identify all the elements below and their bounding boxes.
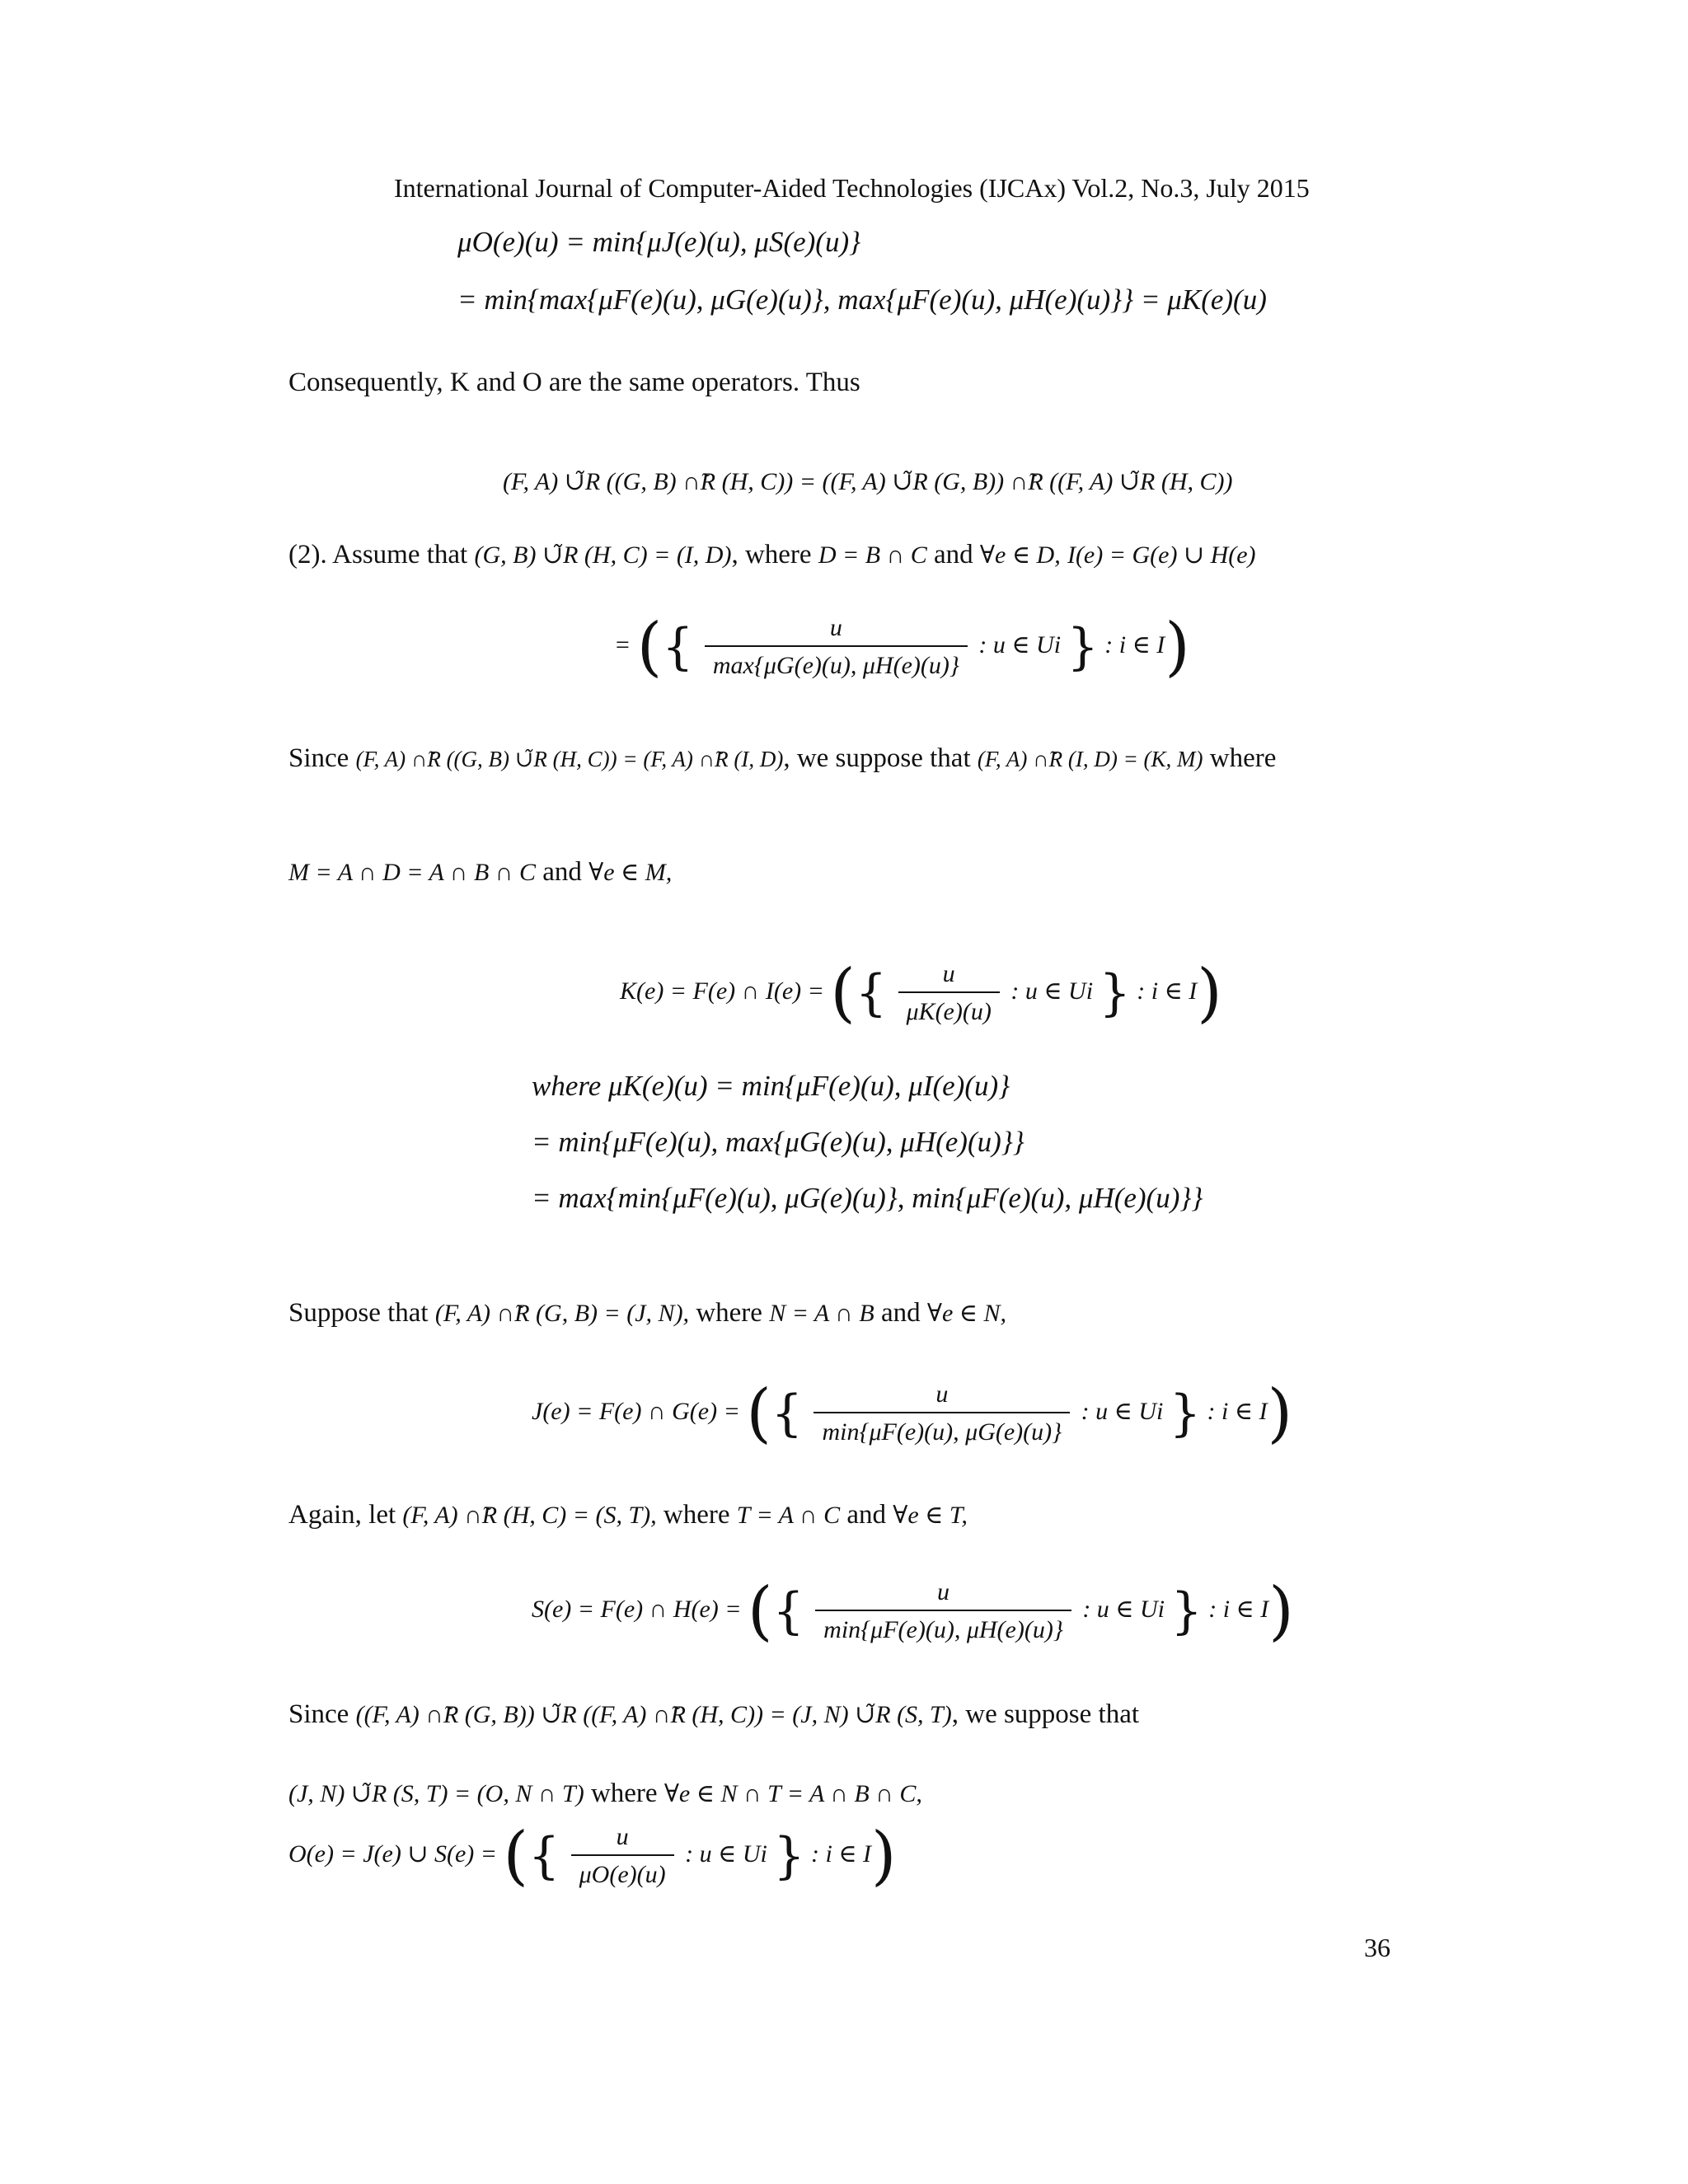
- suppose-lead: Suppose that: [288, 1298, 429, 1328]
- fraction-numerator: u: [829, 614, 842, 641]
- since-lead: Since: [288, 743, 349, 773]
- right-brace: }: [1067, 618, 1099, 676]
- equation-set-i: [614, 610, 1190, 684]
- again-and: and: [846, 1500, 887, 1530]
- paragraph-since-1: [288, 743, 1276, 774]
- again-math-1: (F, A) ∩̃R (H, C) = (S, T),: [402, 1502, 657, 1529]
- equation-mu-o: μO(e)(u) = min{μJ(e)(u), μS(e)(u)}: [457, 226, 861, 258]
- fraction-denominator: max{μG(e)(u), μH(e)(u)}: [705, 645, 968, 680]
- fraction-numerator: u: [936, 1578, 950, 1605]
- again-lead: Again, let: [288, 1500, 396, 1530]
- paragraph-assume: [288, 540, 1256, 570]
- left-brace: {: [855, 964, 887, 1022]
- again-where: where: [663, 1500, 730, 1530]
- set-condition: : u ∈ Ui: [1081, 1397, 1164, 1425]
- equation-mu-o-expanded: = min{max{μF(e)(u), μG(e)(u)}, max{μF(e)(u), μH(e)(u)}} = μK(e)(u): [457, 284, 1267, 316]
- right-brace: }: [773, 1827, 805, 1885]
- left-paren: (: [748, 1574, 773, 1648]
- set-j-lead: J(e) = F(e) ∩ G(e) =: [532, 1397, 740, 1425]
- left-paren: (: [830, 956, 856, 1030]
- assume-math-union: (G, B) ∪̃R (H, C) = (I, D): [474, 541, 732, 569]
- right-paren: ): [1268, 1574, 1294, 1648]
- equation-mu-k-1: where μK(e)(u) = min{μF(e)(u), μI(e)(u)}: [532, 1070, 1010, 1102]
- equation-mu-k-2: = min{μF(e)(u), max{μG(e)(u), μH(e)(u)}}: [532, 1126, 1025, 1158]
- set-index: : i ∈ I: [1207, 1397, 1268, 1425]
- equation-set-o: [288, 1819, 897, 1893]
- paragraph-m: [288, 857, 672, 888]
- fraction-denominator: min{μF(e)(u), μG(e)(u)}: [814, 1412, 1070, 1446]
- right-brace: }: [1170, 1582, 1203, 1640]
- suppose-math-3: ∀e ∈ N,: [926, 1300, 1006, 1327]
- paragraph-since-2: [288, 1699, 1139, 1730]
- right-paren: ): [1165, 610, 1190, 684]
- assume-where: , where: [731, 540, 812, 569]
- fraction-numerator: u: [942, 960, 955, 987]
- assume-math-i: I(e) = G(e) ∪ H(e): [1067, 541, 1256, 569]
- fraction: [898, 960, 1000, 1026]
- right-brace: }: [1169, 1385, 1202, 1442]
- suppose-where: where: [696, 1298, 762, 1328]
- left-brace: {: [772, 1582, 804, 1640]
- fraction: [571, 1823, 674, 1889]
- fraction: [815, 1578, 1071, 1644]
- m-and: and: [542, 857, 582, 887]
- equation-distributive-1: (F, A) ∪̃R ((G, B) ∩̃R (H, C)) = ((F, A) ∪̃R (G, B)) ∩̃R ((F, A) ∪̃R (H, C)): [503, 468, 1233, 495]
- assume-and: and: [934, 540, 973, 569]
- equation-set-s: [532, 1574, 1294, 1648]
- right-brace: }: [1099, 964, 1131, 1022]
- set-index: : i ∈ I: [1104, 630, 1165, 658]
- again-math-2: T = A ∩ C: [736, 1502, 841, 1529]
- assume-math-d: D = B ∩ C: [818, 541, 927, 569]
- since-mid: , we suppose that: [783, 743, 971, 773]
- jn-math-2: ∀e ∈ N ∩ T = A ∩ B ∩ C,: [663, 1780, 922, 1807]
- left-brace: {: [662, 618, 694, 676]
- m-forall: ∀e ∈ M,: [588, 859, 673, 886]
- since-where: where: [1209, 743, 1277, 773]
- right-paren: ): [1267, 1376, 1292, 1451]
- suppose-and: and: [880, 1298, 921, 1328]
- fraction-denominator: min{μF(e)(u), μH(e)(u)}: [815, 1610, 1071, 1644]
- left-paren: (: [503, 1819, 528, 1893]
- equation-mu-k-3: = max{min{μF(e)(u), μG(e)(u)}, min{μF(e)(u), μH(e)(u)}}: [532, 1182, 1203, 1214]
- fraction-numerator: u: [935, 1380, 949, 1408]
- fraction: [814, 1380, 1070, 1446]
- since2-tail: , we suppose that: [951, 1699, 1140, 1729]
- running-header: International Journal of Computer-Aided Technologies (IJCAx) Vol.2, No.3, July 2015: [394, 173, 1310, 203]
- again-math-3: ∀e ∈ T,: [893, 1502, 968, 1529]
- jn-where: where: [590, 1779, 658, 1808]
- set-condition: : u ∈ Ui: [978, 630, 1062, 658]
- since-math-2: (F, A) ∩̃R (I, D) = (K, M): [977, 747, 1203, 771]
- paragraph-consequently: Consequently, K and O are the same operators. Thus: [288, 368, 860, 397]
- left-brace: {: [528, 1827, 560, 1885]
- set-index: : i ∈ I: [811, 1840, 872, 1868]
- suppose-math-2: N = A ∩ B: [769, 1300, 874, 1327]
- page-number: 36: [1364, 1933, 1390, 1962]
- set-k-lead: K(e) = F(e) ∩ I(e) =: [620, 977, 824, 1005]
- left-brace: {: [771, 1385, 803, 1442]
- left-paren: (: [746, 1376, 771, 1451]
- fraction: [705, 614, 968, 680]
- fraction-numerator: u: [616, 1823, 629, 1850]
- paragraph-again: [288, 1500, 968, 1530]
- suppose-math-1: (F, A) ∩̃R (G, B) = (J, N),: [434, 1300, 690, 1327]
- set-condition: : u ∈ Ui: [1010, 977, 1094, 1005]
- set-condition: : u ∈ Ui: [1082, 1595, 1165, 1623]
- m-definition: M = A ∩ D = A ∩ B ∩ C: [288, 859, 536, 886]
- assume-math-forall: ∀e ∈ D,: [979, 541, 1061, 569]
- equation-set-j: [532, 1376, 1292, 1451]
- set-condition: : u ∈ Ui: [685, 1840, 767, 1868]
- left-paren: (: [636, 610, 663, 684]
- fraction-denominator: μK(e)(u): [898, 991, 1000, 1026]
- since2-lead: Since: [288, 1699, 349, 1729]
- set-index: : i ∈ I: [1137, 977, 1198, 1005]
- set-o-lead: O(e) = J(e) ∪ S(e) =: [288, 1840, 497, 1868]
- assume-lead: (2). Assume that: [288, 540, 468, 569]
- equation-set-k: [620, 956, 1222, 1030]
- jn-math-1: (J, N) ∪̃R (S, T) = (O, N ∩ T): [288, 1780, 584, 1807]
- paragraph-jn: [288, 1779, 922, 1809]
- since2-math: ((F, A) ∩̃R (G, B)) ∪̃R ((F, A) ∩̃R (H, C)) = (J, N) ∪̃R (S, T): [355, 1701, 952, 1728]
- set-i-lead: =: [614, 630, 631, 658]
- since-math-1: (F, A) ∩̃R ((G, B) ∪̃R (H, C)) = (F, A) ∩̃R (I, D): [355, 747, 784, 771]
- right-paren: ): [871, 1819, 897, 1893]
- set-s-lead: S(e) = F(e) ∩ H(e) =: [532, 1595, 742, 1623]
- fraction-denominator: μO(e)(u): [571, 1854, 674, 1889]
- paragraph-suppose: [288, 1298, 1006, 1329]
- right-paren: ): [1197, 956, 1222, 1030]
- set-index: : i ∈ I: [1208, 1595, 1269, 1623]
